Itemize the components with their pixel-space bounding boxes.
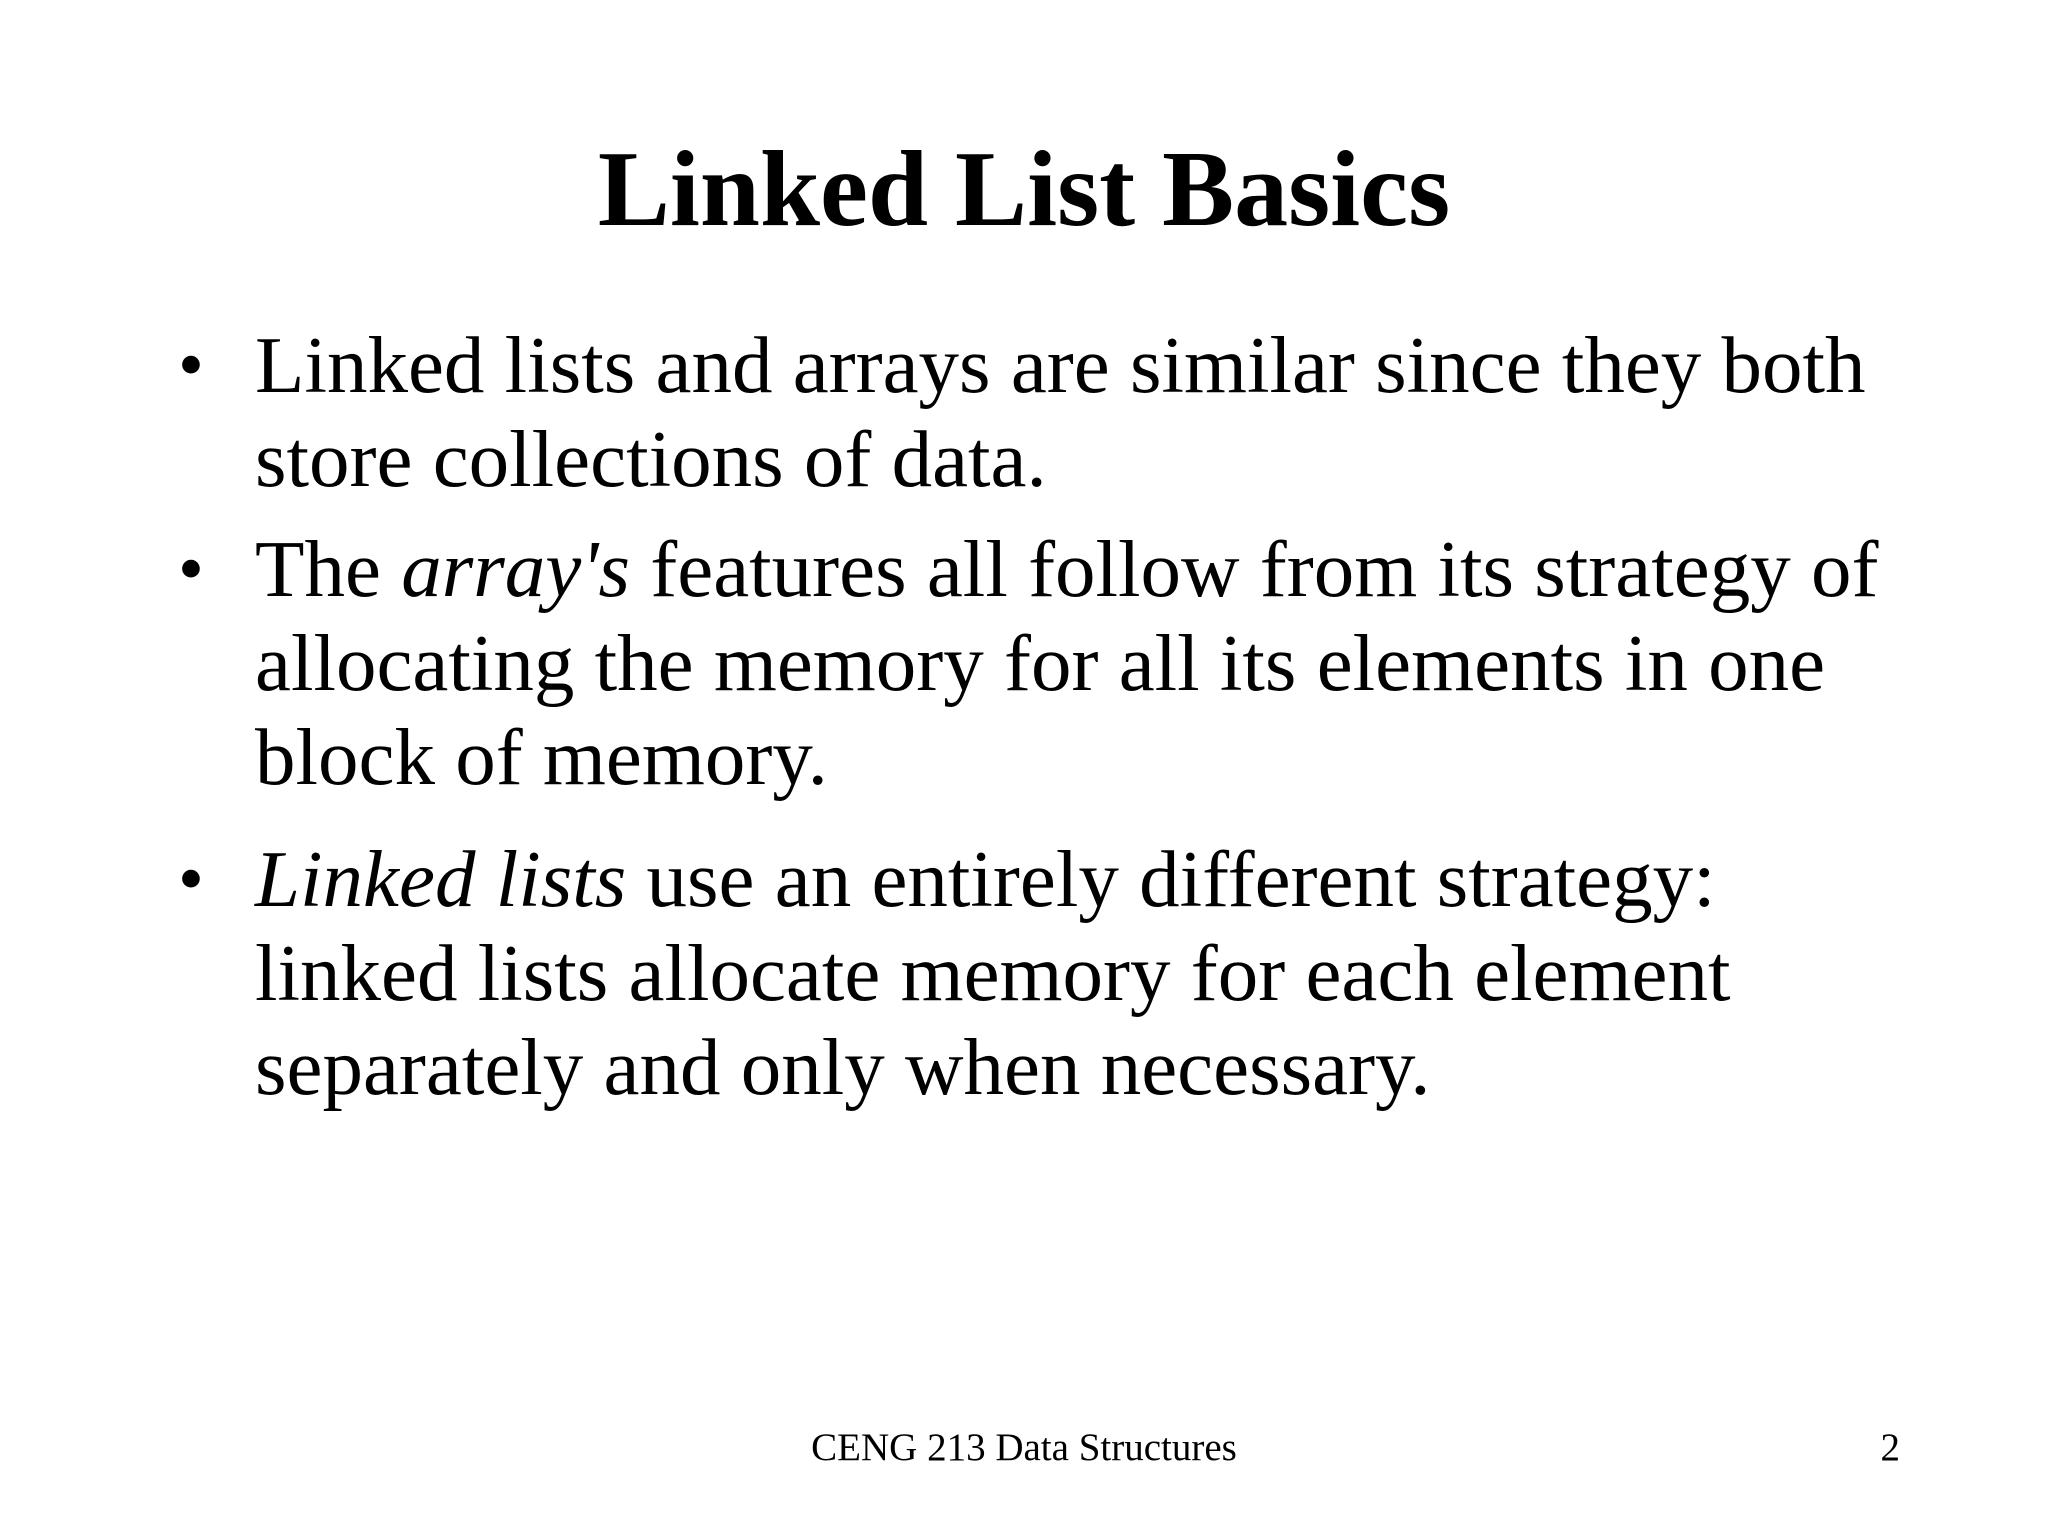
bullet-line <box>255 412 1895 506</box>
slide-title: Linked List Basics <box>597 130 1451 249</box>
bullet-dot: • <box>178 528 204 610</box>
text-run: store collections of data. <box>255 414 1047 504</box>
text-run: The <box>255 524 402 614</box>
text-run: block of memory. <box>255 712 828 802</box>
text-run: Linked lists and arrays are similar since they both <box>255 320 1866 410</box>
italic-text-run: Linked lists <box>255 834 627 924</box>
bullet-line <box>255 926 1895 1020</box>
bullet-dot: • <box>178 838 204 920</box>
footer-page-number: 2 <box>1880 1426 1900 1469</box>
bullet-line <box>255 1020 1895 1114</box>
bullet-line <box>255 616 1895 710</box>
text-run: linked lists allocate memory for each element <box>255 928 1731 1018</box>
text-run: use an entirely different strategy: <box>626 834 1716 924</box>
italic-text-run: array's <box>401 524 631 614</box>
bullet-line <box>255 318 1895 412</box>
bullet-text <box>255 832 1895 1114</box>
text-run: features all follow from its strategy of <box>630 524 1879 614</box>
footer-course-title: CENG 213 Data Structures <box>811 1426 1237 1469</box>
text-run: allocating the memory for all its elements in one <box>255 618 1826 708</box>
bullet-line <box>255 522 1895 616</box>
bullet-text <box>255 318 1895 506</box>
bullet-dot: • <box>178 324 204 406</box>
bullet-line <box>255 832 1895 926</box>
text-run: separately and only when necessary. <box>255 1022 1431 1112</box>
bullet-line <box>255 710 1895 804</box>
bullet-text <box>255 522 1895 804</box>
